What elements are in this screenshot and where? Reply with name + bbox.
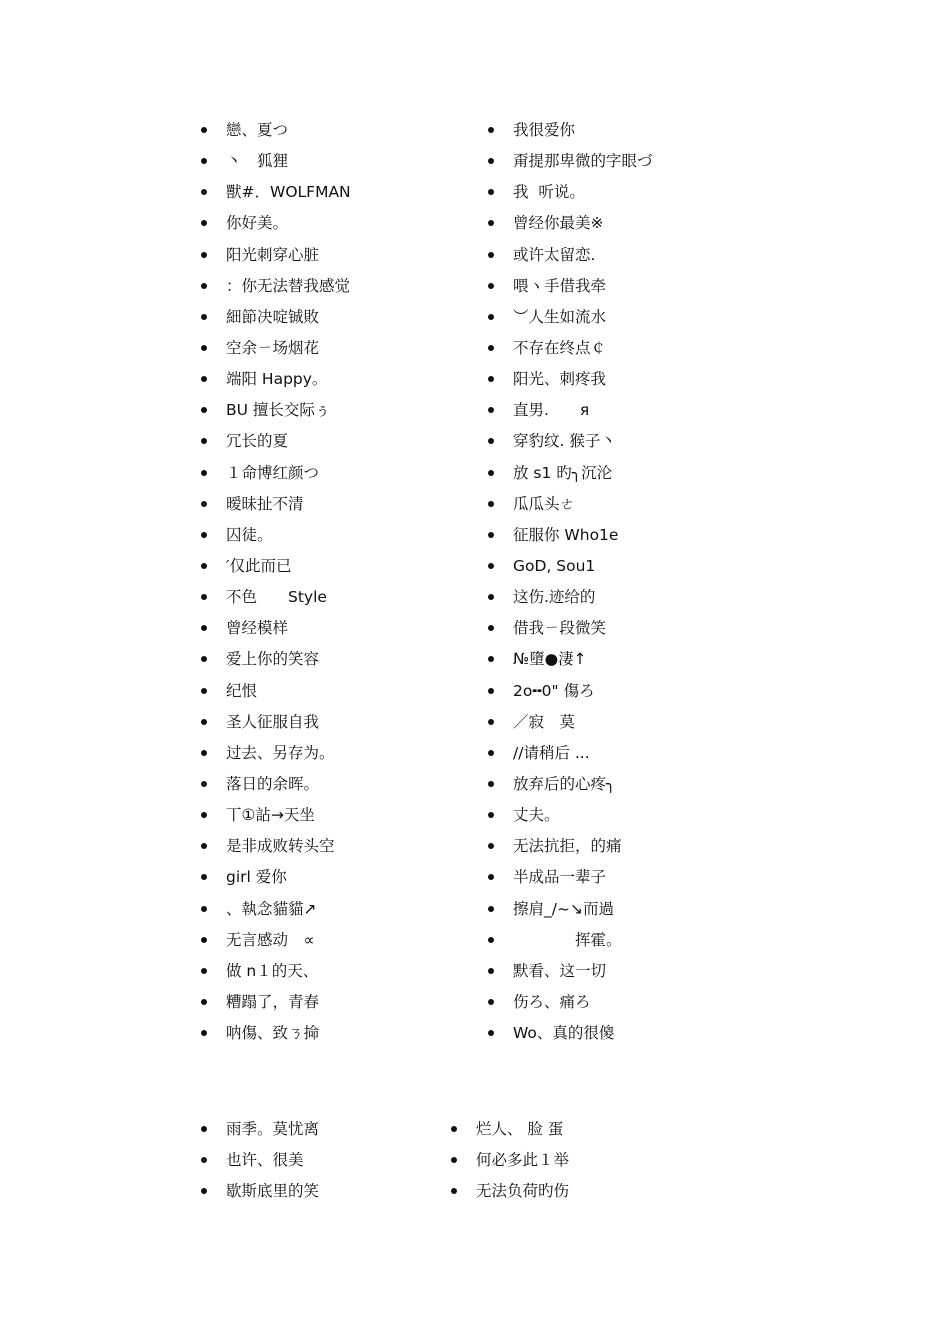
bullet-icon	[488, 843, 494, 849]
list-item	[488, 742, 653, 773]
bullet-icon	[201, 127, 207, 133]
list-item	[201, 991, 351, 1022]
bullet-icon	[201, 1030, 207, 1036]
bullet-icon	[488, 594, 494, 600]
list-item	[201, 337, 351, 368]
list-item	[201, 1180, 319, 1211]
list-item	[488, 680, 653, 711]
bullet-icon	[488, 127, 494, 133]
list-item-text: 、執念貓貓↗	[226, 899, 317, 918]
list-item-text: 獸#．WOLFMAN	[226, 183, 351, 202]
bullet-icon	[488, 937, 494, 943]
list-item-text: GoD, Sou1	[513, 556, 596, 575]
bullet-icon	[201, 812, 207, 818]
bullet-list-bottom-left	[201, 1118, 319, 1211]
list-item-text: ′仅此而已	[226, 556, 292, 575]
bullet-icon	[201, 781, 207, 787]
list-item	[201, 430, 351, 461]
list-item-text: //请稍后 ...	[513, 743, 590, 762]
list-item-text: 瓜瓜头ㄜ	[513, 494, 576, 513]
bullet-icon	[201, 376, 207, 382]
list-item-text: 无言感动 ∝	[226, 930, 315, 949]
list-item	[488, 275, 653, 306]
bullet-list-bottom-right	[451, 1118, 569, 1211]
list-item	[488, 306, 653, 337]
list-item	[488, 368, 653, 399]
list-item-text: 无法抗拒，的痛	[513, 837, 622, 856]
bullet-icon	[201, 750, 207, 756]
list-item	[201, 773, 351, 804]
list-item	[201, 399, 351, 430]
bullet-icon	[201, 594, 207, 600]
list-item-text: 端阳 Happy。	[226, 370, 328, 389]
list-item-text: 雨季。莫忧离	[226, 1120, 320, 1138]
bullet-icon	[201, 625, 207, 631]
list-item-text: 过去、另存为。	[226, 743, 335, 762]
list-item-text: 落日的余晖。	[226, 774, 320, 793]
bullet-icon	[201, 968, 207, 974]
bullet-icon	[201, 937, 207, 943]
bullet-icon	[488, 688, 494, 694]
bullet-icon	[488, 906, 494, 912]
list-item-text: 細節决啶铖敗	[226, 307, 320, 326]
bullet-icon	[488, 1030, 494, 1036]
list-item	[201, 555, 351, 586]
list-item-text: 不色 Style	[226, 588, 327, 607]
list-item	[201, 586, 351, 617]
list-item	[451, 1118, 569, 1149]
list-item	[488, 991, 653, 1022]
list-item	[201, 1118, 319, 1149]
bullet-list-top-left	[201, 119, 351, 1053]
bullet-icon	[201, 999, 207, 1005]
list-item	[201, 119, 351, 150]
bullet-icon	[451, 1126, 457, 1132]
list-item-text: 这伤.迹给的	[513, 588, 596, 607]
list-item	[488, 555, 653, 586]
bullet-icon	[201, 220, 207, 226]
list-item	[201, 181, 351, 212]
list-item-text: 放弃后的心疼╮	[513, 774, 616, 793]
list-item-text: １命博红颜つ	[226, 463, 320, 482]
list-item-text: ：你无法替我感觉	[226, 276, 351, 295]
list-item	[488, 773, 653, 804]
list-item	[488, 835, 653, 866]
list-item-text: 囚徒。	[226, 525, 273, 544]
list-item-text: 歇斯底里的笑	[226, 1182, 320, 1201]
list-item-text: 征服你 Who1e	[513, 525, 619, 544]
bullet-icon	[488, 781, 494, 787]
list-item-text: 直男. я	[513, 401, 590, 420]
list-item	[488, 648, 653, 679]
bullet-icon	[451, 1157, 457, 1163]
list-item	[201, 306, 351, 337]
list-item-text: 伤ろ、痛ろ	[513, 992, 591, 1011]
list-item	[201, 244, 351, 275]
list-item-text: 空余ㄧ场烟花	[226, 338, 320, 357]
bullet-icon	[488, 470, 494, 476]
bullet-icon	[488, 532, 494, 538]
list-item	[451, 1149, 569, 1180]
bullet-icon	[201, 1157, 207, 1163]
bullet-icon	[488, 252, 494, 258]
bullet-icon	[488, 283, 494, 289]
list-item	[201, 804, 351, 835]
list-item	[488, 1022, 653, 1053]
bullet-icon	[201, 314, 207, 320]
bullet-icon	[488, 220, 494, 226]
list-item	[488, 181, 653, 212]
bullet-icon	[201, 252, 207, 258]
list-item	[201, 212, 351, 243]
bullet-icon	[488, 968, 494, 974]
bullet-icon	[488, 656, 494, 662]
list-item-text: 糟蹋了，青春	[226, 992, 320, 1011]
bullet-icon	[201, 158, 207, 164]
list-item-text: 做 n１的天、	[226, 961, 319, 980]
bullet-icon	[201, 688, 207, 694]
list-item	[488, 150, 653, 181]
list-item	[201, 680, 351, 711]
list-item	[201, 617, 351, 648]
list-item	[488, 960, 653, 991]
bullet-icon	[488, 501, 494, 507]
list-item	[488, 617, 653, 648]
list-item	[488, 804, 653, 835]
list-item	[488, 462, 653, 493]
bullet-list-top-right	[488, 119, 653, 1053]
list-item-text: ︶人生如流水	[513, 307, 607, 326]
bullet-icon	[201, 1126, 207, 1132]
list-item-text: 半成品一辈子	[513, 868, 607, 887]
list-item	[201, 1022, 351, 1053]
bullet-icon	[488, 158, 494, 164]
list-item	[201, 648, 351, 679]
list-item-text: 挥霍。	[513, 930, 622, 949]
bullet-icon	[201, 719, 207, 725]
list-item-text: 呐傷、致ㄋ掵	[226, 1024, 320, 1043]
list-item-text: 穿豹纹. 猴子丶	[513, 432, 616, 451]
list-item	[488, 430, 653, 461]
list-item	[201, 866, 351, 897]
list-item-text: 圣人征服自我	[226, 712, 320, 731]
list-item-text: BU 擅长交际ぅ	[226, 401, 331, 420]
list-item-text: 曾经你最美※	[513, 214, 604, 233]
list-item	[488, 119, 653, 150]
list-item-text: 阳光、刺疼我	[513, 370, 607, 389]
list-item-text: 喂ヽ手借我牵	[513, 276, 607, 295]
list-item-text: 阳光刺穿心脏	[226, 245, 320, 264]
list-item	[201, 462, 351, 493]
bullet-icon	[201, 563, 207, 569]
list-item	[488, 866, 653, 897]
list-item-text: 借我ㄧ段微笑	[513, 619, 607, 638]
list-item	[488, 212, 653, 243]
list-item	[201, 493, 351, 524]
bullet-icon	[488, 189, 494, 195]
bullet-icon	[488, 376, 494, 382]
list-item-text: 也许、很美	[226, 1151, 304, 1170]
list-item	[201, 368, 351, 399]
bullet-icon	[201, 189, 207, 195]
bullet-icon	[201, 438, 207, 444]
list-item-text: 丈夫。	[513, 806, 560, 825]
bullet-icon	[488, 407, 494, 413]
bullet-icon	[488, 314, 494, 320]
list-item-text: 暧昧扯不清	[226, 494, 304, 513]
list-item-text: 你好美。	[226, 214, 289, 233]
bullet-icon	[201, 407, 207, 413]
bullet-icon	[201, 532, 207, 538]
list-item-text: Wo、真的很傻	[513, 1024, 615, 1043]
bullet-icon	[201, 874, 207, 880]
list-item-text: 冗长的夏	[226, 432, 289, 451]
bullet-icon	[201, 470, 207, 476]
list-item	[201, 150, 351, 181]
bullet-icon	[201, 1188, 207, 1194]
bullet-icon	[488, 874, 494, 880]
list-item-text: 甭提那卑微的字眼づ	[513, 152, 653, 171]
list-item-text: 2o╍0" 傷ろ	[513, 681, 595, 700]
list-item	[201, 960, 351, 991]
bullet-icon	[451, 1188, 457, 1194]
list-item	[488, 399, 653, 430]
bullet-icon	[488, 812, 494, 818]
list-item-text: 是非成败转头空	[226, 837, 335, 856]
list-item-text: 纪恨	[226, 681, 258, 700]
bullet-icon	[201, 501, 207, 507]
list-item	[488, 929, 653, 960]
list-item-text: 不存在终点￠	[513, 338, 607, 357]
bullet-icon	[201, 843, 207, 849]
list-item	[488, 493, 653, 524]
bullet-icon	[488, 345, 494, 351]
list-item-text: 默看、这一切	[513, 961, 607, 980]
list-item-text: 曾经模样	[226, 619, 289, 638]
list-item	[488, 586, 653, 617]
list-item	[201, 1149, 319, 1180]
list-item	[488, 337, 653, 368]
list-item	[201, 835, 351, 866]
bullet-icon	[488, 563, 494, 569]
bullet-icon	[488, 999, 494, 1005]
list-item	[488, 711, 653, 742]
list-item	[201, 929, 351, 960]
list-item	[488, 524, 653, 555]
bullet-icon	[488, 438, 494, 444]
list-item-text: ／寂 莫	[513, 712, 576, 731]
list-item-text: 烂人、 脸 蛋	[476, 1120, 564, 1138]
bullet-icon	[201, 906, 207, 912]
list-item-text: 丅①詀→天坐	[226, 806, 315, 825]
bullet-icon	[488, 625, 494, 631]
list-item	[488, 244, 653, 275]
bullet-icon	[488, 750, 494, 756]
list-item-text: 无法负荷旳伤	[476, 1182, 570, 1201]
list-item-text: 放 s1 旳╮沉沦	[513, 463, 613, 482]
list-item	[451, 1180, 569, 1211]
list-item	[488, 898, 653, 929]
bullet-icon	[201, 283, 207, 289]
list-item-text: 何必多此１举	[476, 1151, 570, 1170]
list-item	[201, 711, 351, 742]
list-item-text: 爱上你的笑容	[226, 650, 320, 669]
list-item-text: 或许太留恋.	[513, 245, 596, 264]
list-item-text: №墮●淒↑	[513, 650, 587, 669]
list-item-text: 我很爱你	[513, 121, 576, 139]
list-item	[201, 898, 351, 929]
list-item	[201, 524, 351, 555]
list-item-text: 丶 狐狸	[226, 152, 289, 171]
list-item-text: girl 爱你	[226, 868, 287, 887]
bullet-icon	[488, 719, 494, 725]
list-item-text: 我 听说。	[513, 183, 585, 202]
list-item	[201, 742, 351, 773]
list-item-text: 戀、夏つ	[226, 121, 289, 139]
bullet-icon	[201, 656, 207, 662]
list-item-text: 擦肩_/~↘而過	[513, 899, 614, 918]
list-item	[201, 275, 351, 306]
bullet-icon	[201, 345, 207, 351]
